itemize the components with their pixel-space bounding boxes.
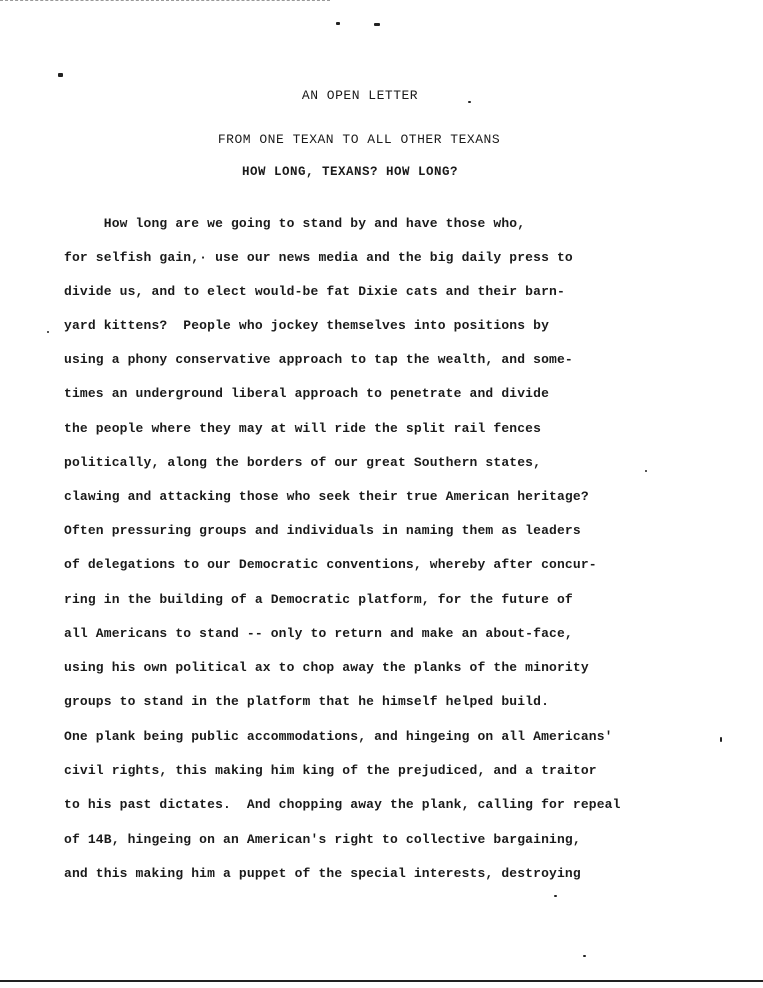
body-line: Often pressuring groups and individuals in naming them as leaders	[64, 523, 581, 538]
letter-heading-subtitle: FROM ONE TEXAN TO ALL OTHER TEXANS	[217, 132, 501, 147]
speck-mark	[58, 73, 63, 77]
body-line: the people where they may at will ride the split rail fences	[64, 421, 542, 436]
body-line: using a phony conservative approach to tap the wealth, and some-	[64, 352, 573, 367]
body-line: politically, along the borders of our great Southern states,	[64, 455, 542, 470]
body-line: civil rights, this making him king of the prejudiced, and a traitor	[64, 763, 597, 778]
body-line: of 14B, hingeing on an American's right to collective bargaining,	[64, 832, 581, 847]
speck-mark	[583, 955, 586, 957]
letter-heading-title: AN OPEN LETTER	[301, 88, 419, 103]
speck-mark	[374, 23, 380, 26]
letter-heading-question: HOW LONG, TEXANS? HOW LONG?	[241, 165, 459, 179]
body-line: using his own political ax to chop away the planks of the minority	[64, 660, 589, 675]
body-line: clawing and attacking those who seek their true American heritage?	[64, 489, 589, 504]
speck-mark	[554, 895, 557, 897]
speck-mark	[336, 22, 340, 25]
body-line: divide us, and to elect would-be fat Dixie cats and their barn-	[64, 284, 565, 299]
top-dashed-rule	[0, 0, 330, 1]
bottom-page-edge	[0, 980, 763, 982]
body-line: and this making him a puppet of the special interests, destroying	[64, 866, 581, 881]
body-line: ring in the building of a Democratic platform, for the future of	[64, 592, 573, 607]
speck-mark	[645, 470, 647, 472]
speck-mark	[720, 737, 722, 742]
body-line: of delegations to our Democratic conventions, whereby after concur-	[64, 557, 597, 572]
body-line: all Americans to stand -- only to return and make an about-face,	[64, 626, 573, 641]
body-line: yard kittens? People who jockey themselves into positions by	[64, 318, 550, 333]
body-line: times an underground liberal approach to penetrate and divide	[64, 386, 550, 401]
body-line: groups to stand in the platform that he himself helped build.	[64, 694, 550, 709]
speck-mark	[47, 331, 49, 333]
body-line: to his past dictates. And chopping away the plank, calling for repeal	[64, 797, 621, 812]
body-line: One plank being public accommodations, and hingeing on all Americans'	[64, 729, 613, 744]
body-line: for selfish gain,· use our news media and the big daily press to	[64, 250, 573, 265]
body-line: How long are we going to stand by and have those who,	[64, 216, 526, 231]
